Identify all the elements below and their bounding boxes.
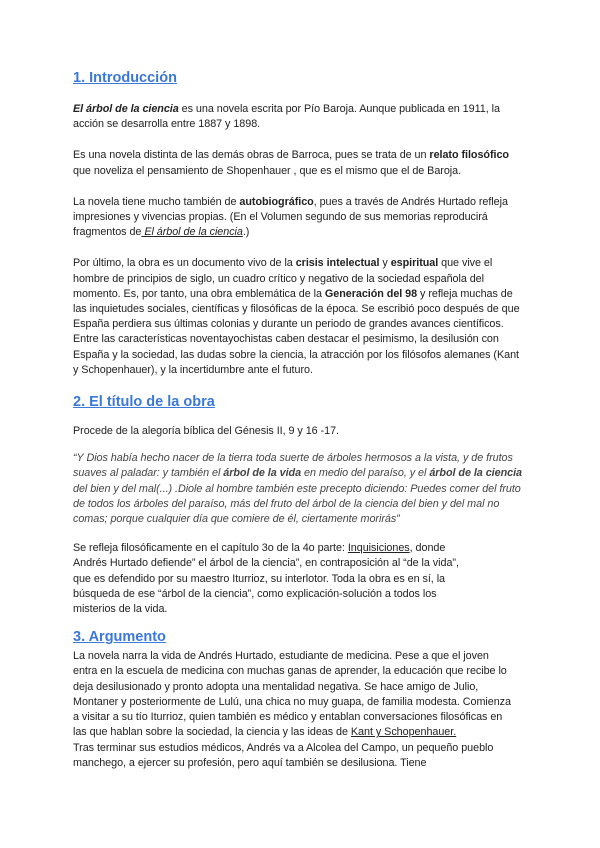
- intro-paragraph-4: Por último, la obra es un documento vivo de la crisis intelectual y espiritual que vive el hombre de principios de siglo, un cuadro crítico y negativo de la sociedad española del momento. Es, por tanto, una obra emblemática de la Generación del 98 y refleja muchas de las inquietudes sociales, científicas y filosóficas de la época. Se escribió poco después de que España perdiera sus últimas colonias y durante un periodo de grandes avances científicos. Entre las características noventayochistas caben destacar el pesimismo, la desilusión con España y la sociedad, las dudas sobre la ciencia, la atracción por los filósofos alemanes (Kant y Schopenhauer), y la incertidumbre ante el futuro.: [73, 257, 520, 376]
- section-heading-titulo: 2. El título de la obra: [73, 394, 215, 411]
- book-title: El árbol de la ciencia: [73, 103, 179, 115]
- section-heading-introduccion: 1. Introducción: [73, 70, 177, 86]
- argumento-paragraph-1: La novela narra la vida de Andrés Hurtado, estudiante de medicina. Pese a que el joven entra en la escuela de medicina con muchas ganas de aprender, la educación que recibe lo deja desilusionado y pronto adopta una mentalidad negativa. Se hace amigo de Julio, Montaner y posteriormente de Lulú, una chica no muy guapa, de familia modesta. Comienza a visitar a su tío Iturrioz, quien también es médico y entablan conversaciones filosóficas en las que hablan sobre la sociedad, la ciencia y las ideas de Kant y Schopenhauer. Tras terminar sus estudios médicos, Andrés va a Alcolea del Campo, un pequeño pueblo manchego, a ejercer su profesión, pero aquí también se desilusiona. Tiene: [73, 650, 511, 769]
- kant-schopenhauer-link: Kant y Schopenhauer.: [350, 726, 457, 739]
- intro-paragraph-2: Es una novela distinta de las demás obras de Barroca, pues se trata de un relato filosófico que noveliza el pensamiento de Shopenhauer , que es el mismo que el de Baroja.: [73, 149, 509, 177]
- titulo-paragraph-2: Se refleja filosóficamente en el capítulo 3o de la 4o parte: Inquisiciones, donde Andrés Hurtado defiende” el árbol de la ciencia”, en contraposición al “de la vida”, que es defendido por su maestro Iturrioz, su interlotor. Toda la obra es en sí, la búsqueda de ese “árbol de la ciencia”, como explicación-solución a todos los misterios de la vida.: [73, 542, 459, 616]
- genesis-quote: “Y Dios había hecho nacer de la tierra toda suerte de árboles hermosos a la vista, y de frutos suaves al paladar: y también el árbol de la vida en medio del paraíso, y el árbol de la ciencia del bien y del mal(...) .Diole al hombre también este precepto diciendo: Puedes comer del fruto de todos los árboles del paraíso, más del fruto del árbol de la ciencia del bien y del mal no comas; porque cualquier día que comiere de él, ciertamente morirás”: [73, 452, 522, 526]
- intro-paragraph-1: El árbol de la ciencia es una novela escrita por Pío Baroja. Aunque publicada en 1911, la acción se desarrolla entre 1887 y 1898.: [73, 103, 500, 131]
- book-title-link: El árbol de la ciencia: [141, 226, 243, 239]
- section-heading-argumento: 3. Argumento: [73, 629, 166, 646]
- inquisiciones-link: Inquisiciones: [347, 542, 410, 555]
- intro-paragraph-3: La novela tiene mucho también de autobiográfico, pues a través de Andrés Hurtado refleja impresiones y vivencias propias. (En el Volumen segundo de sus memorias reproducirá fragmentos de El árbol de la ciencia.): [73, 195, 508, 239]
- titulo-paragraph-1: Procede de la alegoría bíblica del Génesis II, 9 y 16 -17.: [73, 425, 339, 438]
